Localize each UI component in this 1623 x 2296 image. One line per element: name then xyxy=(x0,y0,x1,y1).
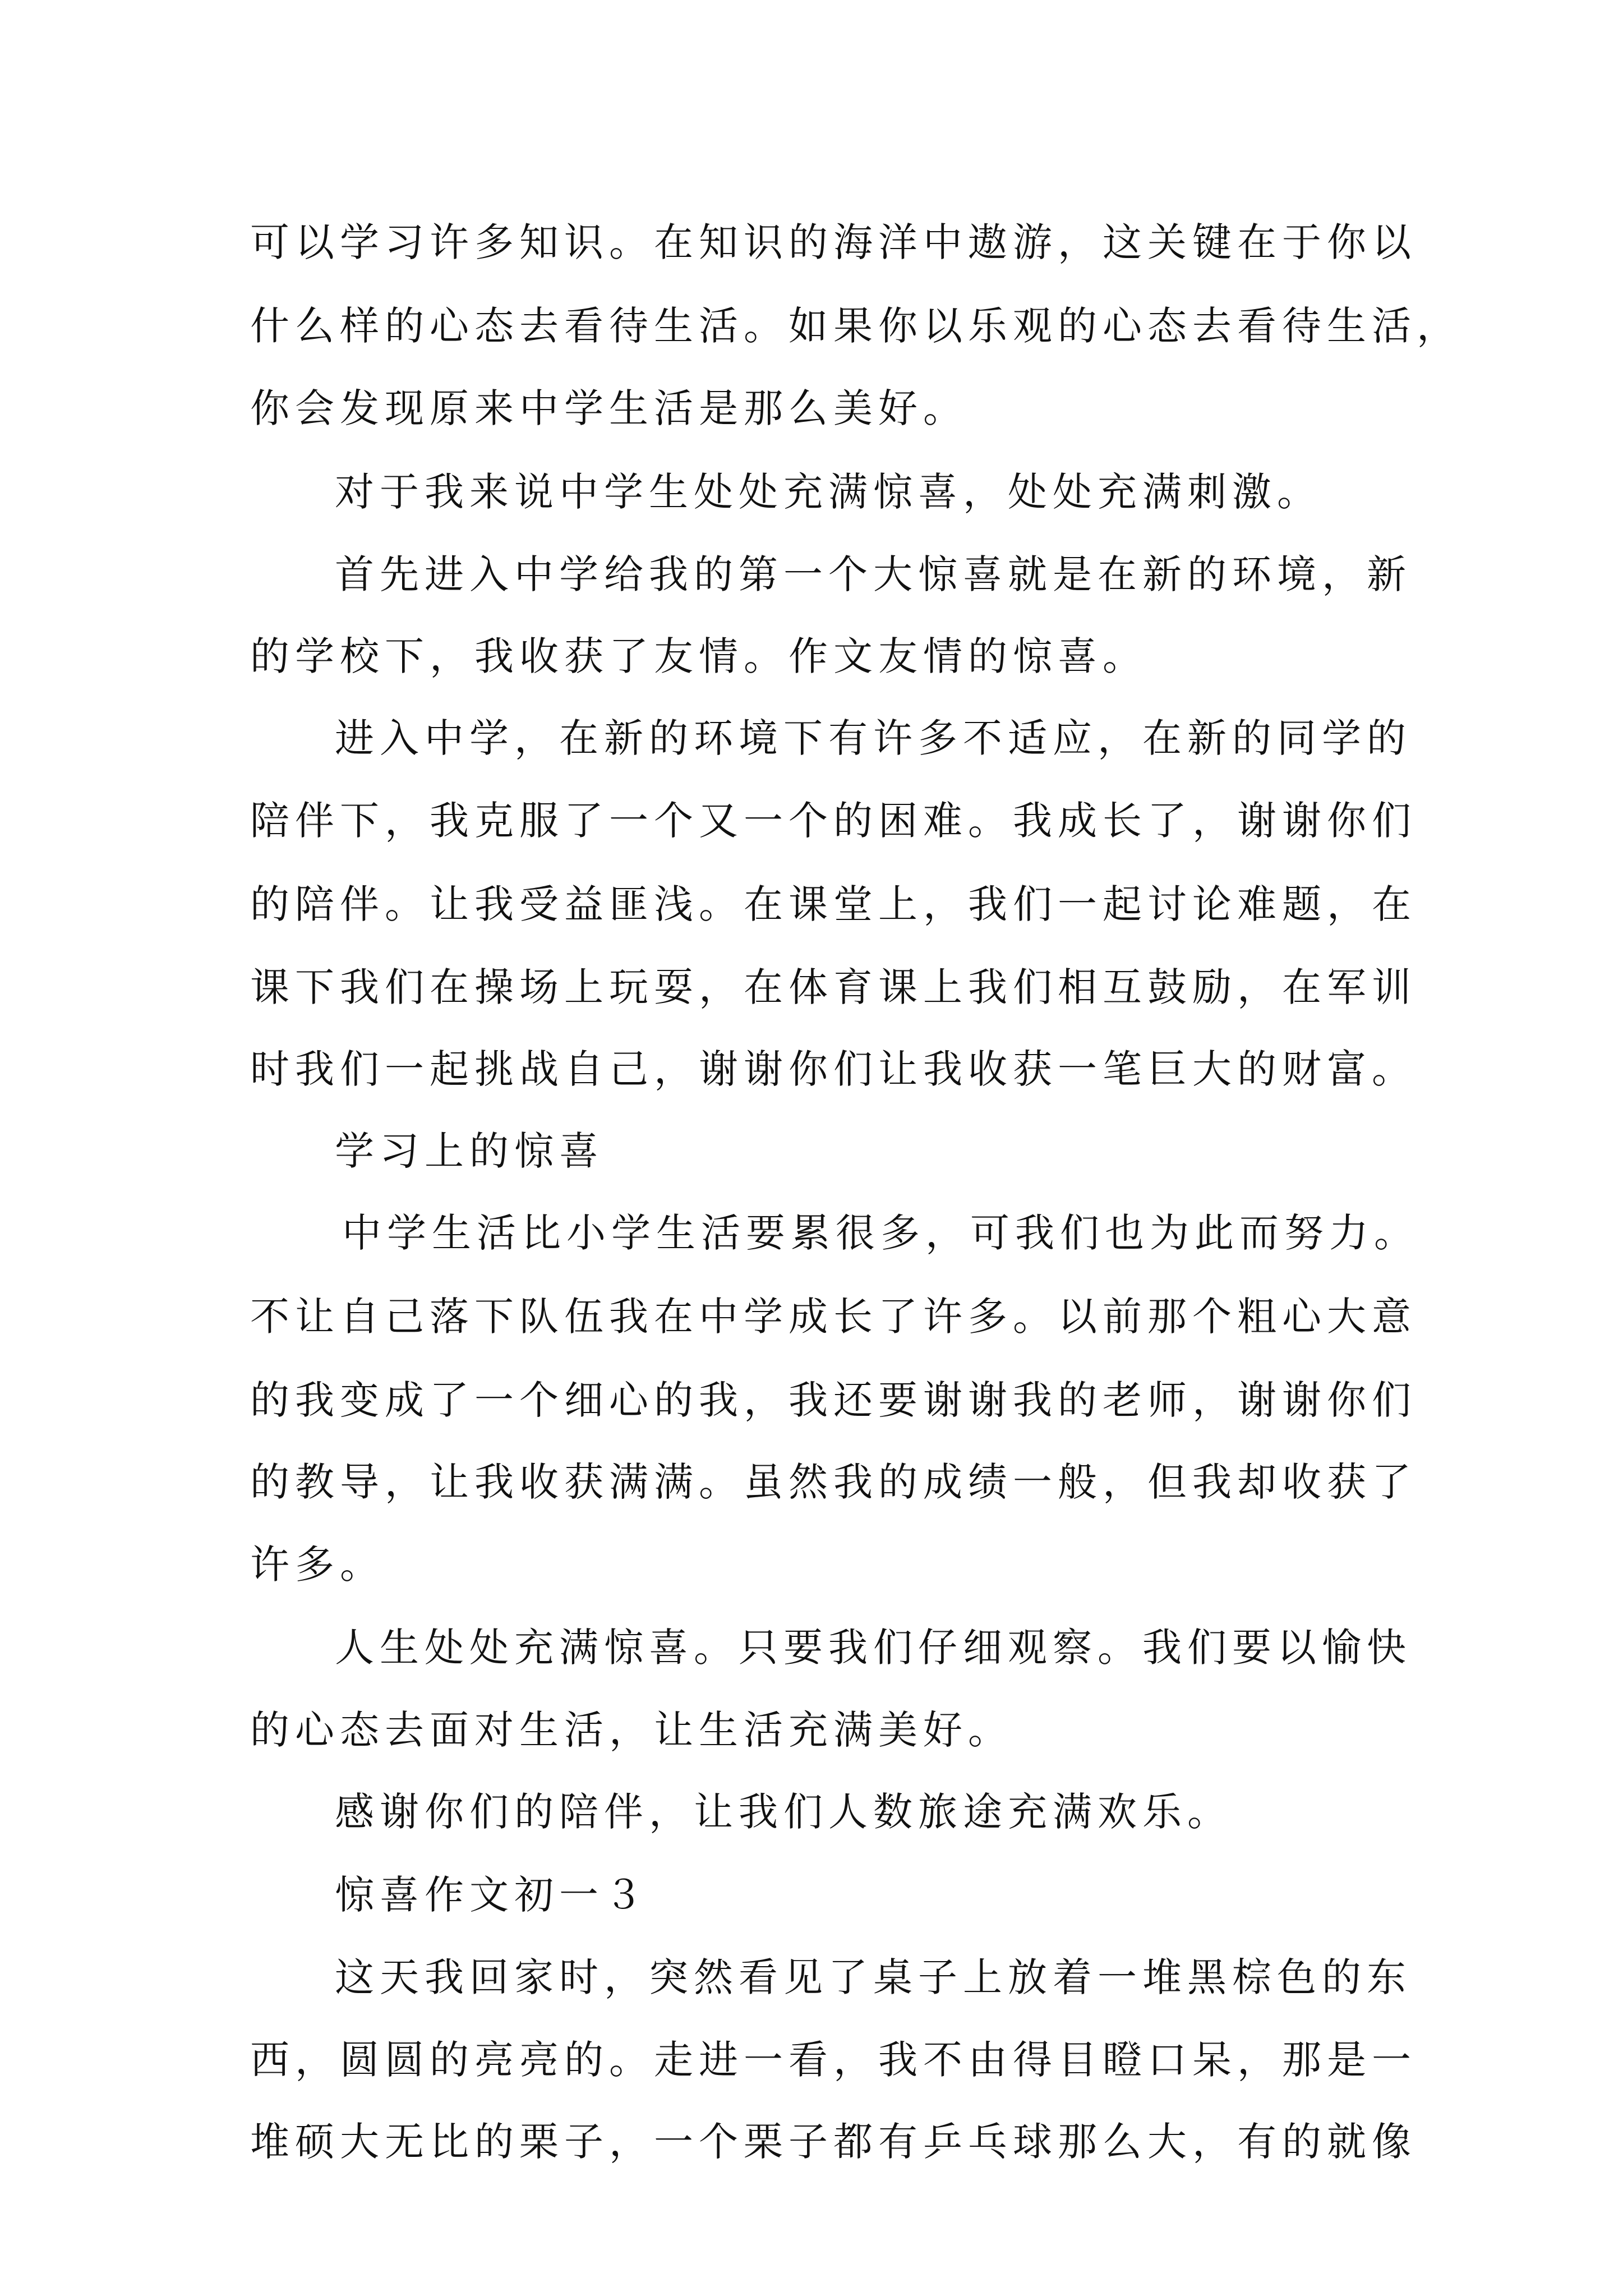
text-line: 的我变成了一个细心的我，我还要谢谢我的老师，谢谢你们 xyxy=(250,1377,1417,1423)
text-line: 惊喜作文初一３ xyxy=(335,1872,649,1918)
text-line: 可以学习许多知识。在知识的海洋中遨游，这关键在于你以 xyxy=(250,219,1417,265)
text-line: 什么样的心态去看待生活。如果你以乐观的心态去看待生活， xyxy=(250,303,1461,349)
text-line: 的教导，让我收获满满。虽然我的成绩一般，但我却收获了 xyxy=(250,1459,1417,1505)
text-line: 时我们一起挑战自己，谢谢你们让我收获一笔巨大的财富。 xyxy=(250,1046,1417,1092)
text-line: 的心态去面对生活，让生活充满美好。 xyxy=(250,1707,1013,1753)
text-line: 这天我回家时，突然看见了桌子上放着一堆黑棕色的东 xyxy=(335,1954,1412,2000)
text-line: 学习上的惊喜 xyxy=(335,1128,604,1174)
text-line: 你会发现原来中学生活是那么美好。 xyxy=(250,385,968,431)
text-line: 西，圆圆的亮亮的。走进一看，我不由得目瞪口呆，那是一 xyxy=(250,2037,1417,2083)
text-line: 课下我们在操场上玩耍，在体育课上我们相互鼓励，在军训 xyxy=(250,964,1417,1010)
text-line: 人生处处充满惊喜。只要我们仔细观察。我们要以愉快 xyxy=(335,1625,1412,1671)
text-line: 的学校下，我收获了友情。作文友情的惊喜。 xyxy=(250,633,1147,679)
text-line: 堆硕大无比的栗子，一个栗子都有乒乓球那么大，有的就像 xyxy=(250,2119,1417,2165)
text-line: 对于我来说中学生处处充满惊喜，处处充满刺激。 xyxy=(335,469,1322,515)
text-line: 陪伴下，我克服了一个又一个的困难。我成长了，谢谢你们 xyxy=(250,798,1417,844)
text-line: 许多。 xyxy=(250,1542,385,1588)
text-line: 中学生活比小学生活要累很多，可我们也为此而努力。 xyxy=(342,1210,1419,1256)
text-line: 感谢你们的陪伴，让我们人数旅途充满欢乐。 xyxy=(335,1789,1232,1835)
text-line: 的陪伴。让我受益匪浅。在课堂上，我们一起讨论难题，在 xyxy=(250,881,1417,927)
text-line: 首先进入中学给我的第一个大惊喜就是在新的环境，新 xyxy=(335,551,1412,597)
text-line: 进入中学，在新的环境下有许多不适应，在新的同学的 xyxy=(335,715,1412,761)
text-line: 不让自己落下队伍我在中学成长了许多。以前那个粗心大意 xyxy=(250,1294,1417,1340)
